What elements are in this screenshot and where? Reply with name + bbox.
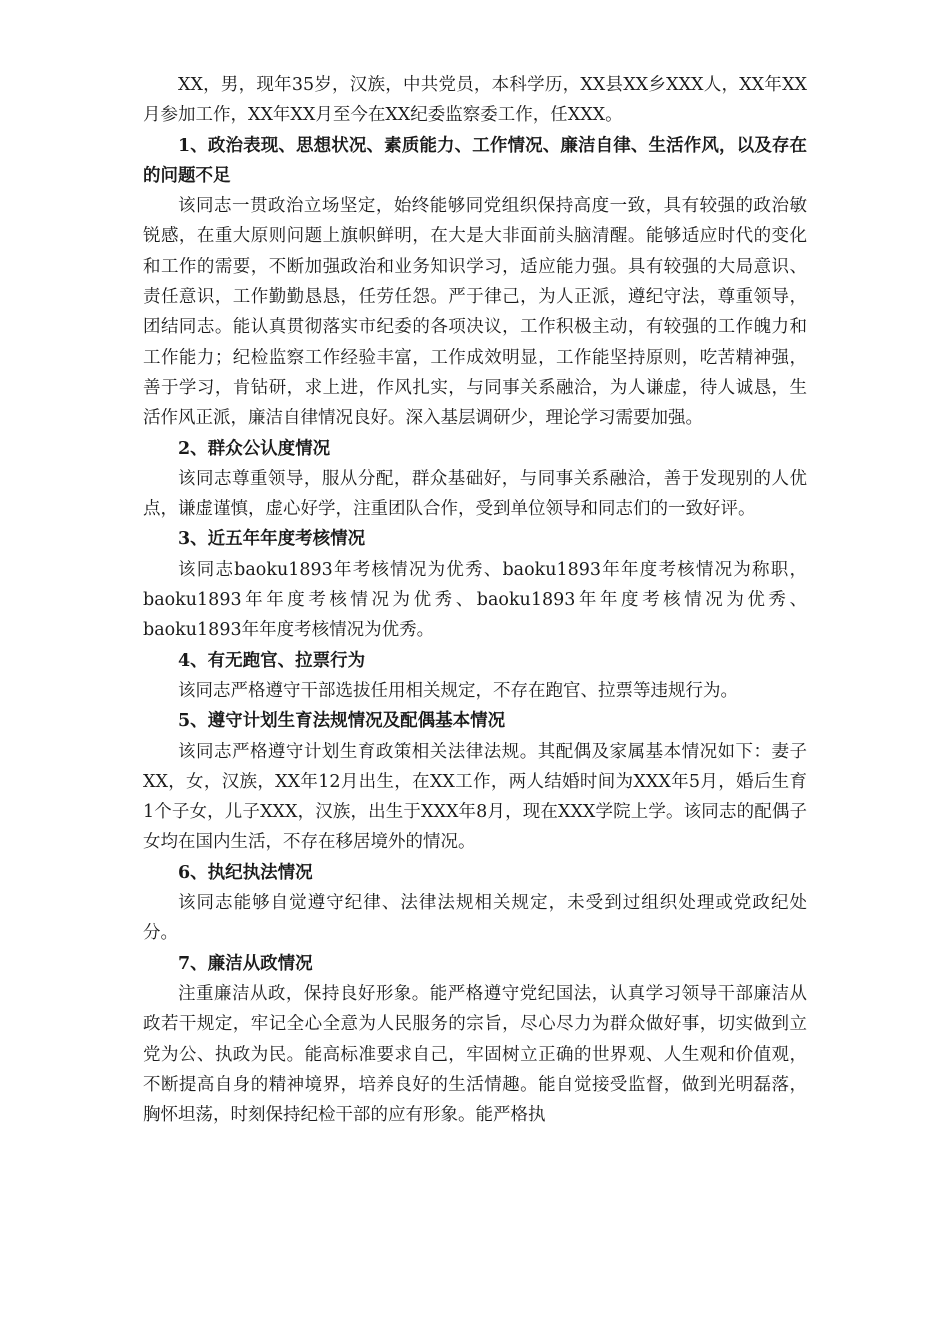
- section-body-political: 该同志一贯政治立场坚定，始终能够同党组织保持高度一致，具有较强的政治敏锐感，在重大原则问题上旗帜鲜明，在大是大非面前头脑清醒。能够适应时代的变化和工作的需要，不断加强政治和业务知识学习，适应能力强。具有较强的大局意识、责任意识，工作勤勤恳恳，任劳任怨。严于律己，为人正派，遵纪守法，尊重领导，团结同志。能认真贯彻落实市纪委的各项决议，工作积极主动，有较强的工作魄力和工作能力；纪检监察工作经验丰富，工作成效明显，工作能坚持原则，吃苦精神强，善于学习，肯钻研，求上进，作风扎实，与同事关系融洽，为人谦虚，待人诚恳，生活作风正派，廉洁自律情况良好。深入基层调研少，理论学习需要加强。: [143, 196, 807, 429]
- section-heading-integrity: 7、廉洁从政情况: [178, 953, 313, 974]
- section-body-public-recognition: 该同志尊重领导，服从分配，群众基础好，与同事关系融洽，善于发现别的人优点，谦虚谨慎，虚心好学，注重团队合作，受到单位领导和同志们的一致好评。: [143, 468, 807, 520]
- section-heading-discipline: 6、执纪执法情况: [178, 862, 313, 883]
- section-body-annual-assessment: 该同志baoku1893年考核情况为优秀、baoku1893年年度考核情况为称职，baoku1893年年度考核情况为优秀、baoku1893年年度考核情况为优秀、baoku1893年年度考核情况为优秀。: [143, 559, 807, 641]
- section-heading-annual-assessment: 3、近五年年度考核情况: [178, 529, 366, 550]
- section-body-discipline: 该同志能够自觉遵守纪律、法律法规相关规定，未受到过组织处理或党政纪处分。: [143, 893, 807, 944]
- section-heading-political: 1、政治表现、思想状况、素质能力、工作情况、廉洁自律、生活作风，以及存在的问题不足: [143, 135, 807, 186]
- intro-paragraph: XX，男，现年35岁，汉族，中共党员，本科学历，XX县XX乡XXX人，XX年XX月参加工作，XX年XX月至今在XX纪委监察委工作，任XXX。: [143, 75, 807, 126]
- section-heading-family-planning: 5、遵守计划生育法规情况及配偶基本情况: [178, 711, 506, 732]
- section-body-integrity: 注重廉洁从政，保持良好形象。能严格遵守党纪国法，认真学习领导干部廉洁从政若干规定，牢记全心全意为人民服务的宗旨，尽心尽力为群众做好事，切实做到立党为公、执政为民。能高标准要求自己，牢固树立正确的世界观、人生观和价值观，不断提高自身的精神境界，培养良好的生活情趣。能自觉接受监督，做到光明磊落，胸怀坦荡，时刻保持纪检干部的应有形象。能严格执: [143, 983, 807, 1126]
- section-heading-public-recognition: 2、群众公认度情况: [178, 438, 331, 459]
- section-body-family-planning: 该同志严格遵守计划生育政策相关法律法规。其配偶及家属基本情况如下：妻子XX，女，汉族，XX年12月出生，在XX工作，两人结婚时间为XXX年5月，婚后生育1个子女，儿子XXX，汉族，出生于XXX年8月，现在XXX学院上学。该同志的配偶子女均在国内生活，不存在移居境外的情况。: [143, 741, 807, 853]
- section-heading-canvassing: 4、有无跑官、拉票行为: [178, 650, 366, 671]
- document-page: [143, 70, 807, 1130]
- section-body-canvassing: 该同志严格遵守干部选拔任用相关规定，不存在跑官、拉票等违规行为。: [178, 680, 738, 701]
